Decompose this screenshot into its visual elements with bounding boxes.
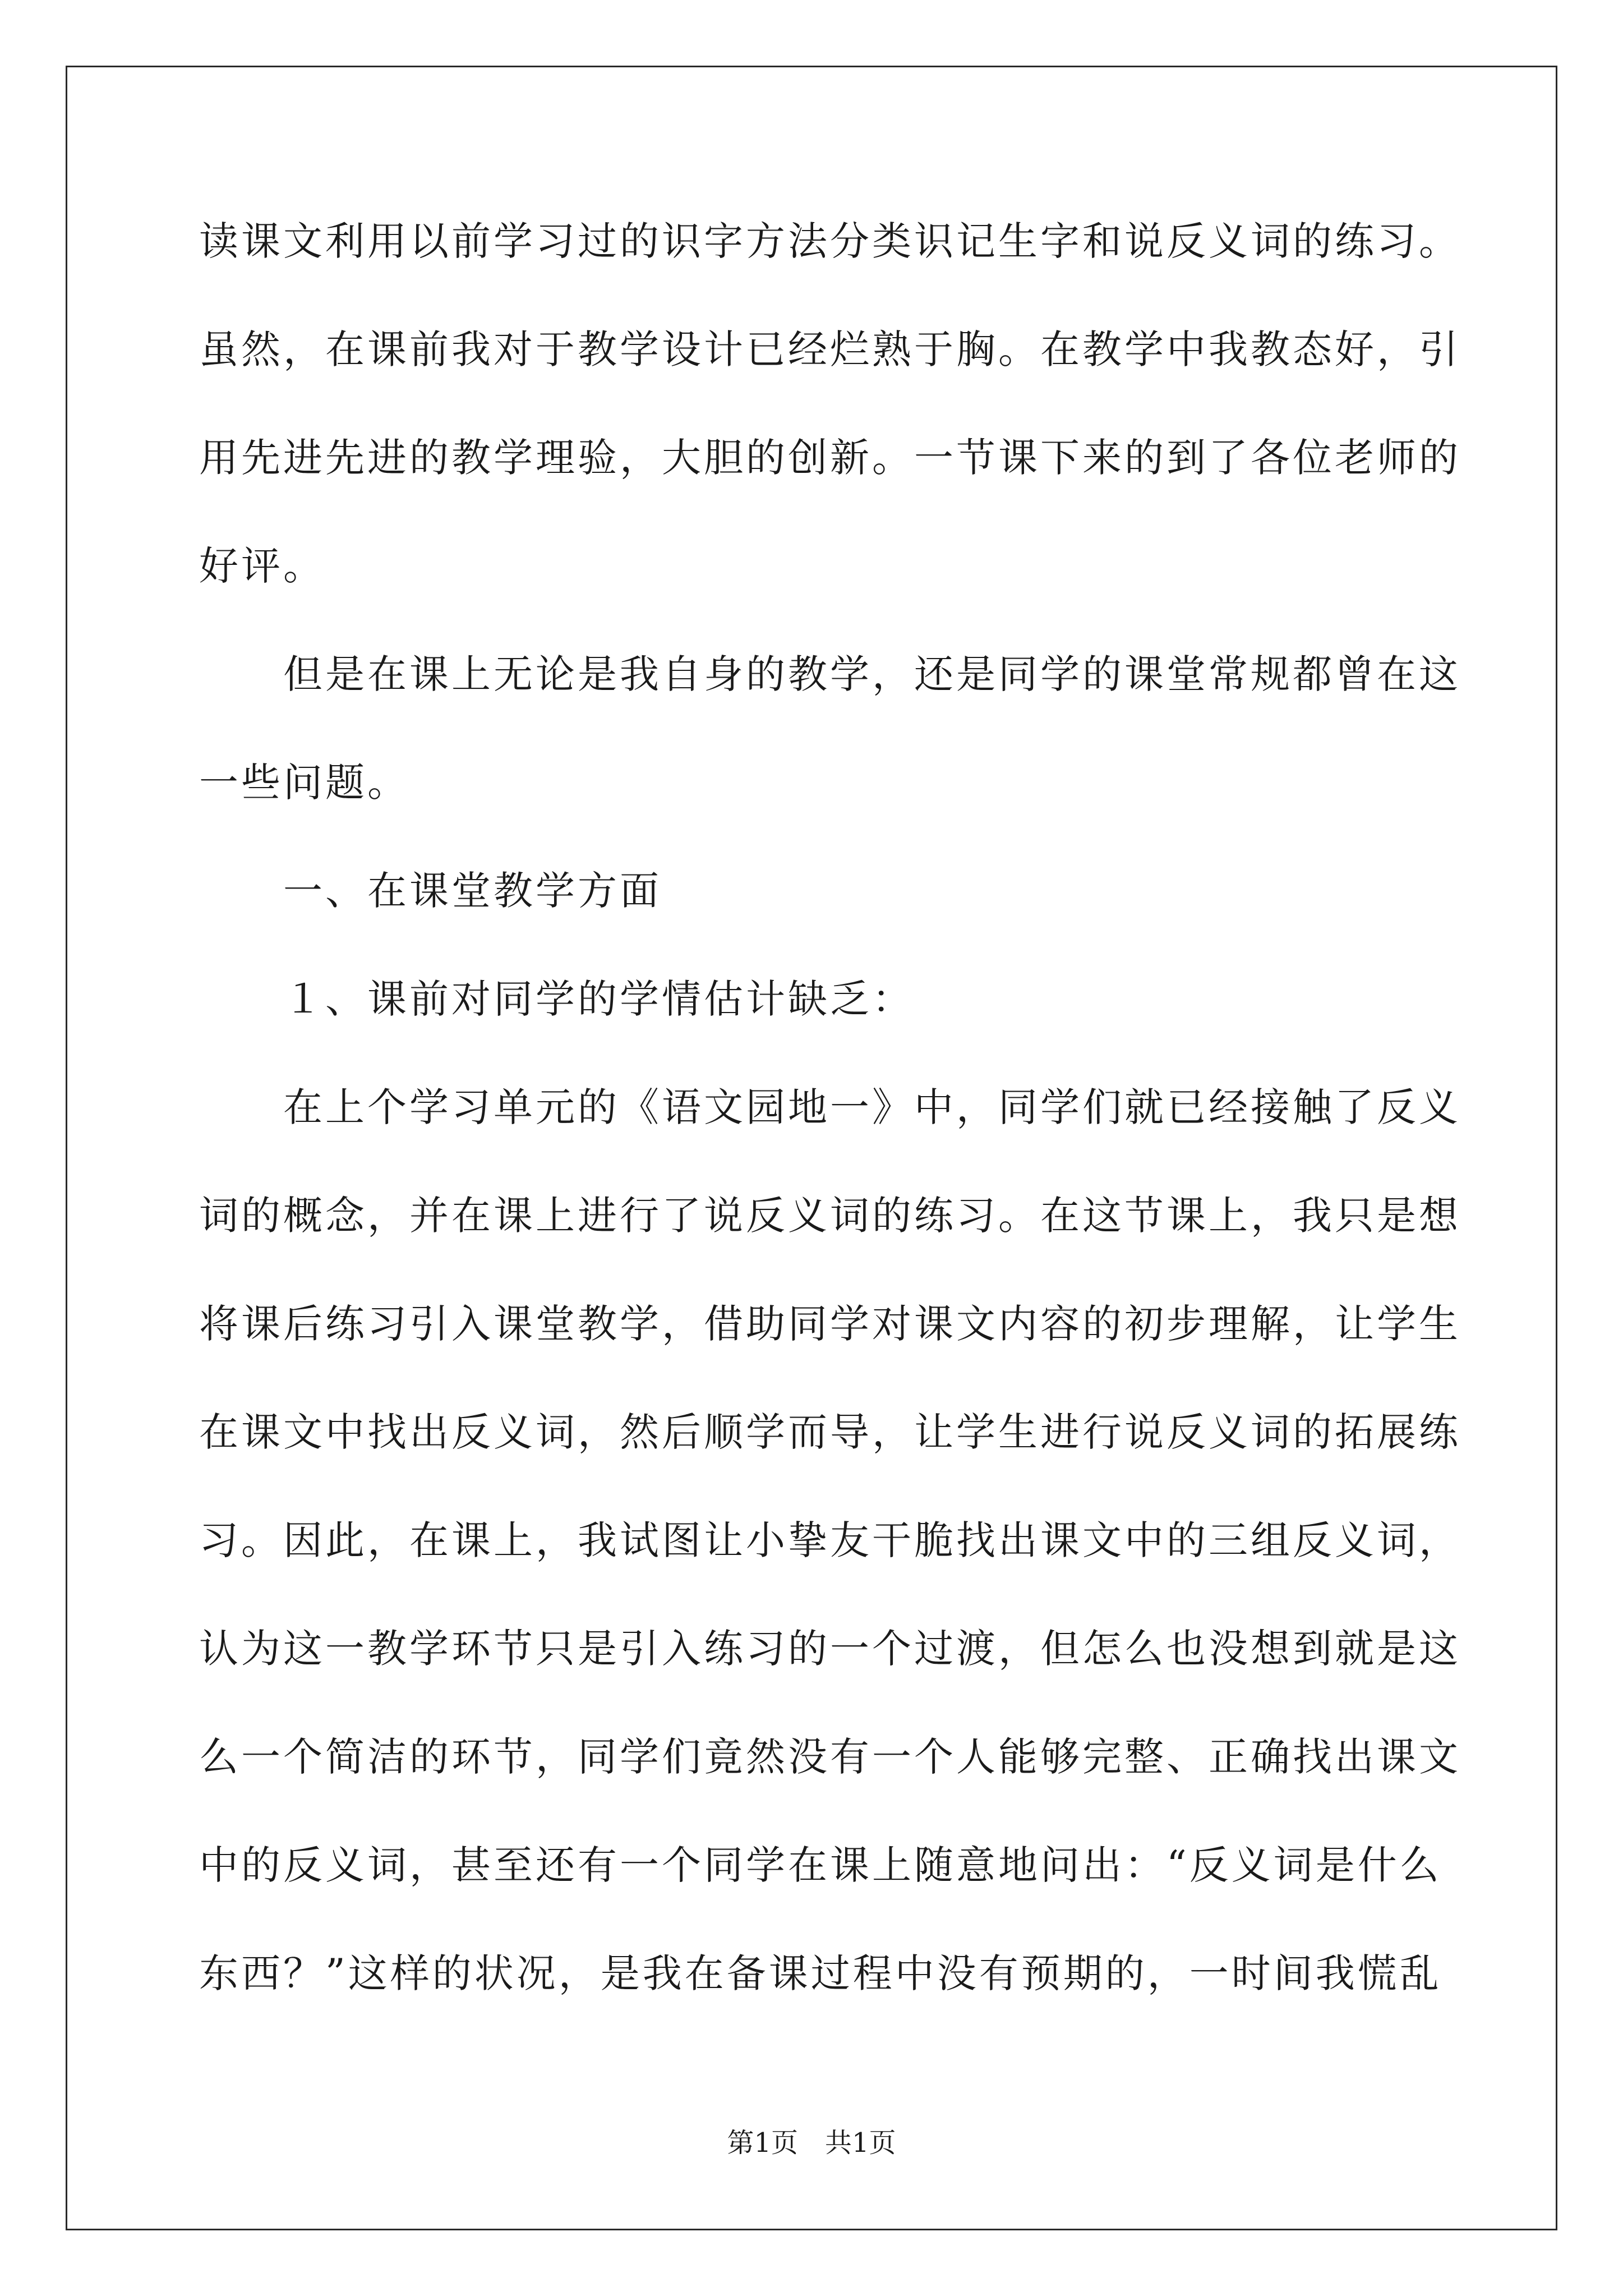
text-line-4: 好评。 xyxy=(199,543,325,589)
text-line-5: 但是在课上无论是我自身的教学，还是同学的课堂常规都曾在这 xyxy=(199,651,1461,697)
text-line-17: 东西？”这样的状况，是我在备课过程中没有预期的，一时间我慌乱 xyxy=(199,1950,1442,1996)
text-line-1: 读课文利用以前学习过的识字方法分类识记生字和说反义词的练习。 xyxy=(199,218,1461,264)
text-line-3: 用先进先进的教学理验，大胆的创新。一节课下来的到了各位老师的 xyxy=(199,435,1461,481)
page-number-label: 第1页 共1页 xyxy=(727,2127,896,2159)
text-line-12: 在课文中找出反义词，然后顺学而导，让学生进行说反义词的拓展练 xyxy=(199,1409,1461,1455)
text-line-11: 将课后练习引入课堂教学，借助同学对课文内容的初步理解，让学生 xyxy=(199,1301,1461,1347)
text-line-10: 词的概念，并在课上进行了说反义词的练习。在这节课上，我只是想 xyxy=(199,1193,1461,1239)
text-line-7: 一、在课堂教学方面 xyxy=(199,868,662,914)
text-line-13: 习。因此，在课上，我试图让小挚友干脆找出课文中的三组反义词， xyxy=(199,1517,1461,1563)
text-line-9: 在上个学习单元的《语文园地一》中，同学们就已经接触了反义 xyxy=(199,1084,1461,1130)
page-border xyxy=(66,66,1557,2230)
text-line-6: 一些问题。 xyxy=(199,760,409,806)
text-line-15: 么一个简洁的环节，同学们竟然没有一个人能够完整、正确找出课文 xyxy=(199,1734,1461,1780)
text-line-8: １、课前对同学的学情估计缺乏： xyxy=(199,976,914,1022)
text-line-16: 中的反义词，甚至还有一个同学在课上随意地问出：“反义词是什么 xyxy=(199,1842,1442,1888)
text-line-14: 认为这一教学环节只是引入练习的一个过渡，但怎么也没想到就是这 xyxy=(199,1626,1461,1672)
page-footer xyxy=(0,2126,1623,2160)
text-line-2: 虽然，在课前我对于教学设计已经烂熟于胸。在教学中我教态好，引 xyxy=(199,326,1461,372)
